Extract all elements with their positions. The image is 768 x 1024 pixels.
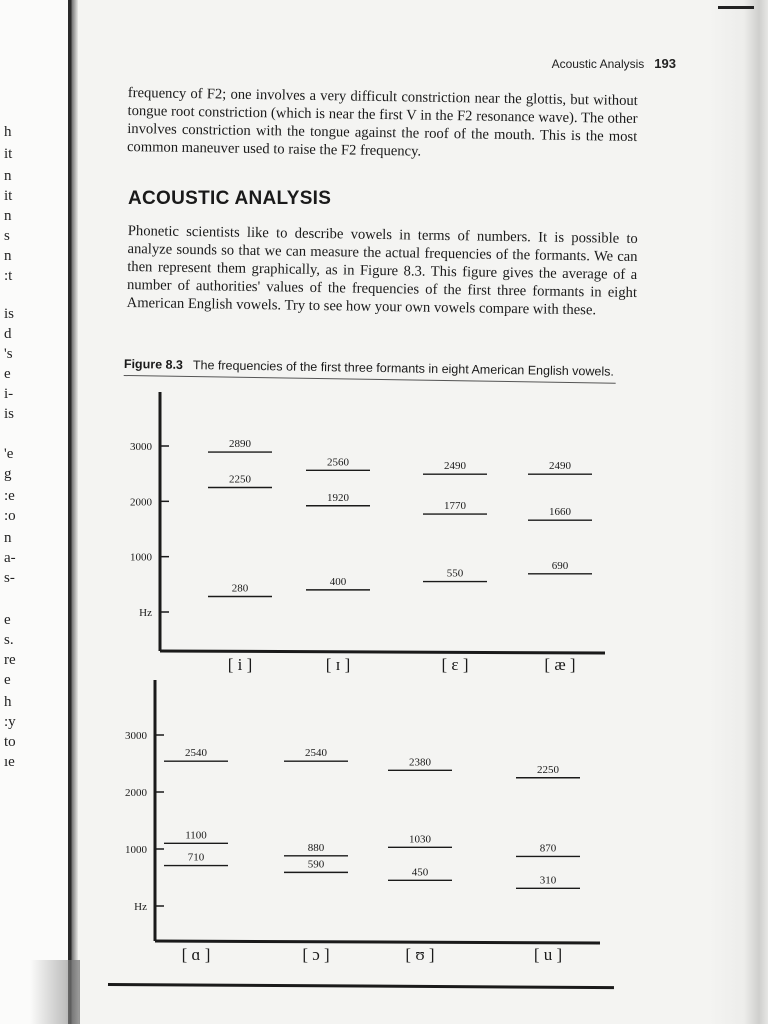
- y-tick-label: 3000: [130, 441, 152, 453]
- margin-fragment: re: [4, 652, 16, 668]
- formant-value-f2: 1920: [327, 491, 349, 504]
- y-tick-label: 1000: [125, 844, 147, 856]
- formant-value-f1: 690: [551, 559, 569, 572]
- margin-fragment: it: [4, 146, 13, 162]
- formant-value-f2: 1100: [185, 829, 207, 842]
- formant-value-f1: 310: [539, 874, 557, 887]
- margin-fragment: s-: [4, 570, 15, 586]
- formant-value-f3: 2490: [444, 460, 466, 473]
- margin-fragment: g: [4, 466, 12, 482]
- y-tick-label: 2000: [130, 496, 152, 509]
- margin-fragment: n: [4, 530, 12, 546]
- page-number: 193: [654, 56, 676, 71]
- y-tick-label: 2000: [125, 787, 147, 799]
- vowel-symbol: [ ɔ ]: [302, 945, 330, 964]
- formant-value-f1: 400: [329, 575, 347, 588]
- formant-value-f2: 880: [307, 841, 325, 854]
- margin-fragment: 'e: [4, 446, 14, 462]
- margin-fragment: 's: [4, 346, 13, 362]
- figure-caption-text: The frequencies of the first three formants in eight American English vowels.: [192, 358, 615, 379]
- margin-fragment: e: [4, 366, 11, 382]
- figure-label: Figure 8.3: [123, 357, 184, 372]
- y-tick-label: 1000: [130, 551, 152, 564]
- margin-fragment: h: [4, 124, 12, 140]
- baseline: [155, 941, 600, 943]
- formant-value-f2: 2250: [229, 473, 251, 486]
- vowel-symbol: [ i ]: [227, 655, 253, 674]
- baseline: [160, 651, 605, 653]
- vowel-symbol: [ æ ]: [544, 655, 576, 674]
- paragraph-1: frequency of F2; one involves a very difficult constriction near the glottis, but without tongue root constriction (which is near the first V in the F2 resonance wave). The other involves constriction with the tongue against the roof of the mouth. This is the most common maneuver used to raise the F2 frequency.: [126, 84, 638, 160]
- margin-fragment: d: [4, 326, 12, 342]
- section-title: ACOUSTIC ANALYSIS: [128, 188, 332, 209]
- formant-value-f3: 2250: [537, 763, 559, 776]
- margin-fragment: e: [4, 612, 11, 628]
- margin-fragment: i-: [4, 386, 14, 402]
- margin-fragment: :y: [4, 714, 16, 730]
- running-head: Acoustic Analysis: [551, 57, 645, 71]
- formant-value-f1: 450: [411, 866, 429, 879]
- margin-fragment: is: [4, 406, 15, 422]
- vowel-symbol: [ ʊ ]: [405, 945, 435, 964]
- margin-fragment: a-: [4, 550, 16, 566]
- margin-fragment: s: [4, 228, 10, 244]
- formant-value-f1: 590: [307, 858, 325, 871]
- margin-fragment: to: [4, 734, 16, 750]
- margin-fragment: s.: [4, 632, 14, 648]
- paragraph-2: Phonetic scientists like to describe vowels in terms of numbers. It is possible to analyze sounds so that we can measure the actual frequencies of the formants. We can then represent them graphically, as in Figure 8.3. This figure gives the average of a number of authorities' values of the frequencies of the first three formants in eight American English vowels. Try to see how your own vowels compare with these.: [126, 222, 638, 319]
- vowel-symbol: [ u ]: [533, 945, 563, 964]
- formant-value-f1: 710: [187, 851, 205, 864]
- margin-fragment: n: [4, 248, 12, 264]
- margin-fragment: :t: [4, 268, 13, 284]
- formant-value-f2: 870: [539, 842, 557, 855]
- formant-value-f3: 2540: [305, 747, 327, 760]
- margin-fragment: ıe: [4, 754, 15, 770]
- y-tick-label: 3000: [125, 730, 147, 742]
- formant-value-f2: 1660: [549, 506, 571, 519]
- y-axis-label: Hz: [139, 607, 152, 619]
- y-axis-label: Hz: [134, 901, 147, 913]
- formant-value-f1: 550: [446, 567, 464, 580]
- vowel-symbol: [ ɛ ]: [441, 655, 469, 674]
- margin-fragment: it: [4, 188, 13, 204]
- margin-fragment: n: [4, 208, 12, 224]
- formant-value-f3: 2890: [229, 438, 251, 451]
- formant-value-f2: 1030: [409, 833, 431, 846]
- margin-fragment: h: [4, 694, 12, 710]
- margin-fragment: :o: [4, 508, 16, 524]
- margin-fragment: e: [4, 672, 11, 688]
- margin-fragment: is: [4, 306, 15, 322]
- formant-value-f3: 2380: [409, 756, 431, 769]
- formant-value-f3: 2490: [549, 460, 571, 473]
- formant-value-f2: 1770: [444, 500, 466, 513]
- formant-value-f3: 2540: [185, 747, 207, 760]
- margin-fragment: :e: [4, 488, 15, 504]
- vowel-symbol: [ ɪ ]: [325, 655, 351, 674]
- vowel-symbol: [ ɑ ]: [181, 945, 211, 964]
- formant-value-f3: 2560: [327, 456, 349, 469]
- formant-value-f1: 280: [231, 582, 249, 595]
- margin-fragment: n: [4, 168, 12, 184]
